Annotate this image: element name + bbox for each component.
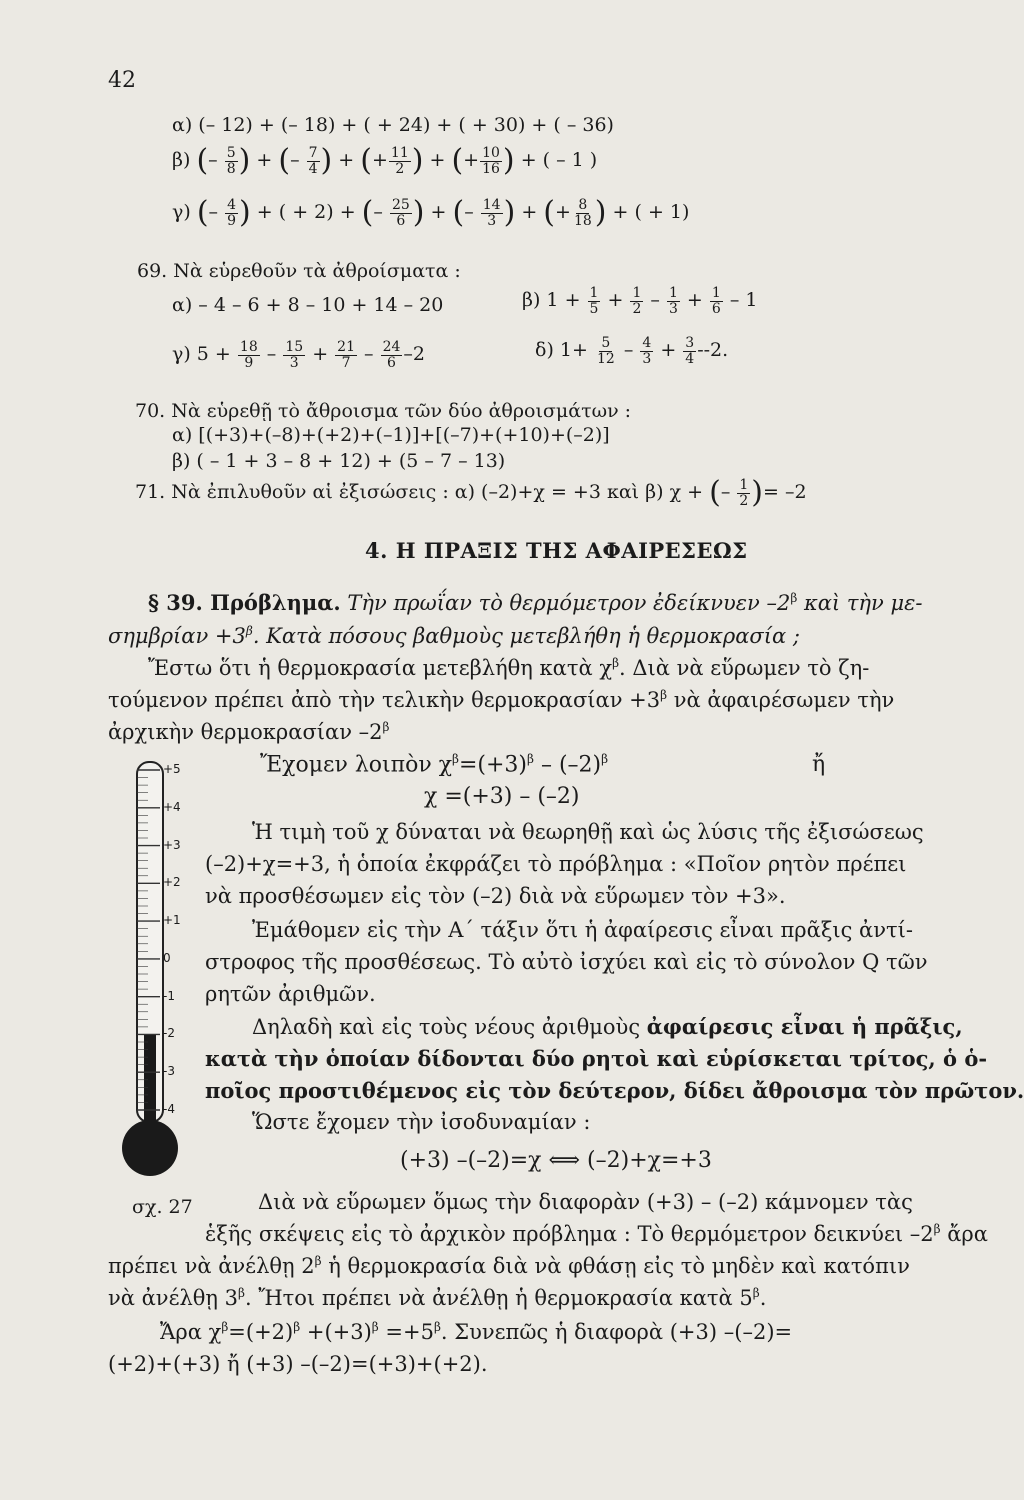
thermometer-mercury (144, 1034, 156, 1130)
paragraph-6-line-3: πρέπει νὰ ἀνέλθῃ $2^\beta$ ἡ θερμοκρασία διὰ νὰ φθάσῃ εἰς τὸ μηδὲν καὶ κατόπιν (108, 1254, 910, 1278)
scale-label: +5 (163, 762, 181, 776)
paragraph-1-line-1: Ἔστω ὅτι ἡ θερμοκρασία μετεβλήθη κατὰ $\chi^\beta$. Διὰ νὰ εὕρωμεν τὸ ζη- (148, 656, 870, 680)
problem-line-1: § 39. Πρόβλημα. Τὴν πρωΐαν τὸ θερμόμετρον ἐδείκνυεν $-2^\beta$ καὶ τὴν με- (148, 590, 923, 615)
paragraph-3-line-3: ρητῶν ἀριθμῶν. (205, 982, 376, 1006)
exercise-69-b: β) 1 + $\frac{1}{5}$ + $\frac{1}{2}$ – $\frac{1}{3}$ + $\frac{1}{6}$ – 1 (522, 285, 758, 317)
paragraph-1-line-2: τούμενον πρέπει ἀπὸ τὴν τελικὴν $\theta\varepsilon\rho\mu o\kappa\rho\alpha\sigma ί\alpha\nu +3^\beta$ νὰ ἀφαιρέσωμεν τὴν (108, 688, 895, 712)
page-number: 42 (108, 68, 136, 93)
paragraph-7-line-1: Ἄρα $\chi^\beta=(+2)^\beta +(+3)^\beta =+5^\beta$. Συνεπῶς ἡ διαφορὰ (+3) –(–2)= (160, 1320, 793, 1344)
paragraph-1-line-3: ἀρχικὴν θερμοκρασίαν $-2^\beta$ (108, 720, 390, 744)
paragraph-7-line-2: (+2)+(+3) ἤ (+3) –(–2)=(+3)+(+2). (108, 1352, 488, 1376)
paragraph-6-line-4: νὰ ἀνέλθῃ $3^\beta$. Ἤτοι πρέπει νὰ ἀνέλθῃ ἡ θερμοκρασία κατὰ $5^\beta$. (108, 1286, 767, 1310)
exercise-69-title: 69. Νὰ εὑρεθοῦν τὰ ἀθροίσματα : (137, 260, 461, 282)
paragraph-2-line-3: νὰ προσθέσωμεν εἰς τὸν (–2) διὰ νὰ εὕρωμεν τὸν +3». (205, 884, 786, 908)
equation-1: Ἔχομεν λοιπὸν $\chi^\beta=(+3)^\beta - (-2)^\beta$ (260, 752, 609, 778)
paragraph-5: Ὥστε ἔχομεν τὴν ἰσοδυναμίαν : (252, 1110, 591, 1134)
equation-2: χ =(+3) – (–2) (424, 784, 580, 809)
scale-label: -2 (163, 1026, 175, 1041)
exercise-69-a: α) – 4 – 6 + 8 – 10 + 14 – 20 (172, 294, 444, 316)
exercise-70-b: β) ( – 1 + 3 – 8 + 12) + (5 – 7 – 13) (172, 450, 506, 472)
thermometer-bulb (122, 1120, 178, 1176)
paragraph-3-line-2: στροφος τῆς προσθέσεως. Τὸ αὐτὸ ἰσχύει καὶ εἰς τὸ σύνολον Q τῶν (205, 950, 928, 974)
equation-1-or: ἤ (812, 752, 826, 777)
thermometer-svg (120, 760, 190, 1200)
scale-label: -3 (163, 1064, 175, 1079)
section-title: 4. Η ΠΡΑΞΙΣ ΤΗΣ ΑΦΑΙΡΕΣΕΩΣ (365, 538, 748, 563)
scale-label: +2 (163, 875, 181, 890)
paragraph-4-line-1: Δηλαδὴ καὶ εἰς τοὺς νέους ἀριθμοὺς ἀφαίρεσις εἶναι ἡ πρᾶξις, (252, 1014, 963, 1039)
paragraph-6-line-1: Διὰ νὰ εὕρωμεν ὅμως τὴν διαφορὰν (+3) – (–2) κάμνομεν τὰς (258, 1190, 913, 1214)
paragraph-3-line-1: Ἐμάθομεν εἰς τὴν Α΄ τάξιν ὅτι ἡ ἀφαίρεσις εἶναι πρᾶξις ἀντί- (252, 918, 913, 942)
exercise-70-title: 70. Νὰ εὑρεθῇ τὸ ἄθροισμα τῶν δύο ἀθροισμάτων : (135, 400, 632, 422)
scale-label: -4 (163, 1102, 175, 1116)
exercise-69-c: γ) 5 + $\frac{18}{9}$ – $\frac{15}{3}$ + $\frac{21}{7}$ – $\frac{24}{6}$ –2 (172, 339, 425, 371)
equivalence: (+3) –(–2)=χ ⟺ (–2)+χ=+3 (400, 1148, 712, 1173)
scale-label: +4 (163, 799, 181, 814)
scale-label: +3 (163, 837, 181, 852)
exercise-70-a: α) [(+3)+(–8)+(+2)+(–1)]+[(–7)+(+10)+(–2)] (172, 424, 610, 446)
exercise-68-a: α) (– 12) + (– 18) + ( + 24) + ( + 30) + ( – 36) (172, 114, 614, 136)
problem-line-2: $\sigma\eta\mu\beta\rho ί\alpha\nu +3^\beta$. Κατὰ πόσους βαθμοὺς μετεβλήθη ἡ θερμοκρασία ; (108, 624, 800, 648)
thermometer-figure (120, 760, 190, 1200)
paragraph-2-line-2: (–2)+χ=+3, ἡ ὁποία ἐκφράζει τὸ πρόβλημα : «Ποῖον ρητὸν πρέπει (205, 852, 907, 876)
figure-caption: σχ. 27 (132, 1196, 193, 1218)
exercise-69-d: δ) 1+ $\frac{5}{12}$ – $\frac{4}{3}$ + $\frac{3}{4}$ --2. (535, 335, 729, 367)
paragraph-4-line-3: ποῖος προστιθέμενος εἰς τὸν δεύτερον, δίδει ἄθροισμα τὸν πρῶτον. (205, 1078, 1024, 1103)
paragraph-4-line-2: κατὰ τὴν ὁποίαν δίδονται δύο ρητοὶ καὶ εὑρίσκεται τρίτος, ὁ ὁ- (205, 1046, 988, 1071)
paragraph-6-line-2: ἑξῆς σκέψεις εἰς τὸ ἀρχικὸν πρόβλημα : Τὸ θερμόμετρον δεικνύει $-2^\beta$ ἄρα (205, 1222, 988, 1246)
exercise-68-c: γ) (– $\frac{4}{9}$ ) + ( + 2) + (– $\frac{25}{6}$ ) + (– $\frac{14}{3}$ ) + (+ $\frac{8}{18}$ ) + ( + 1) (172, 195, 690, 231)
scale-label: +1 (163, 913, 181, 928)
paragraph-2-line-1: Ἡ τιμὴ τοῦ χ δύναται νὰ θεωρηθῇ καὶ ὡς λύσις τῆς ἐξισώσεως (252, 820, 924, 844)
exercise-68-b: β) (– $\frac{5}{8}$ ) + (– $\frac{7}{4}$ ) + (+ $\frac{11}{2}$ ) + (+ $\frac{10}{16}$ ) + ( – 1 ) (172, 143, 598, 179)
scale-label: -1 (163, 988, 175, 1003)
scale-label: 0 (163, 950, 171, 965)
exercise-71: 71. Νὰ ἐπιλυθοῦν αἱ ἐξισώσεις : α) (–2)+χ = +3 καὶ β) χ + (– $\frac{1}{2}$ )= –2 (135, 475, 807, 511)
